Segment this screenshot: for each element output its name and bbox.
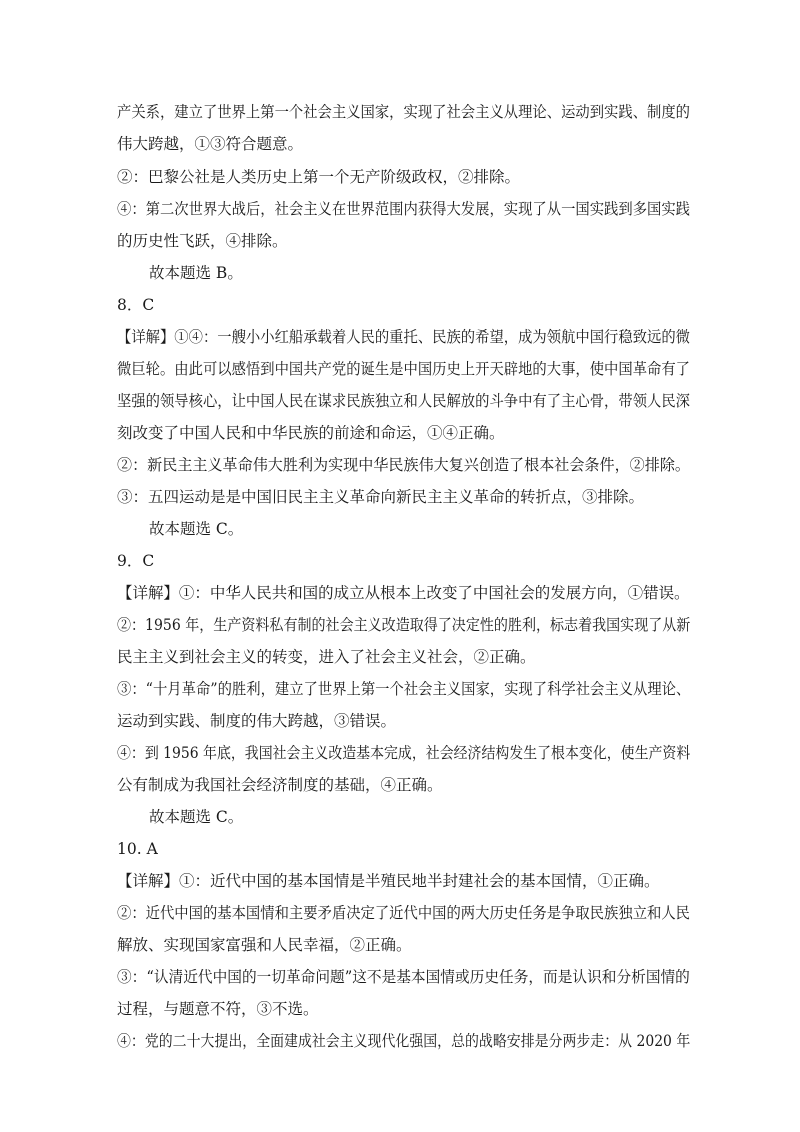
text-line: 伟大跨越，①③符合题意。	[117, 135, 304, 153]
text-line: 的历史性飞跃，④排除。	[117, 232, 288, 250]
text-line: 公有制成为我国社会经济制度的基础，④正确。	[117, 776, 443, 794]
text-line: ②：巴黎公社是人类历史上第一个无产阶级政权，②排除。	[117, 168, 521, 186]
text-line: 【详解】①④：一艘小小红船承载着人民的重托、民族的希望，成为领航中国行稳致远的微	[117, 328, 691, 346]
text-line: 产关系，建立了世界上第一个社会主义国家，实现了社会主义从理论、运动到实践、制度的	[117, 103, 691, 121]
text-line: 微巨轮。由此可以感悟到中国共产党的诞生是中国历史上开天辟地的大事，使中国革命有了	[117, 360, 691, 378]
text-line: ②：近代中国的基本国情和主要矛盾决定了近代中国的两大历史任务是争取民族独立和人民	[117, 904, 691, 922]
text-line: ③：“十月革命”的胜利，建立了世界上第一个社会主义国家，实现了科学社会主义从理论、	[117, 680, 691, 698]
question-number: 10. A	[117, 840, 158, 858]
text-line: 坚强的领导核心，让中国人民在谋求民族独立和人民解放的斗争中有了主心骨，带领人民深	[117, 392, 691, 410]
text-line: 运动到实践、制度的伟大跨越，③错误。	[117, 712, 397, 730]
text-line: ②：新民主主义革命伟大胜利为实现中华民族伟大复兴创造了根本社会条件，②排除。	[117, 456, 690, 474]
text-line: ④：到 1956 年底，我国社会主义改造基本完成，社会经济结构发生了根本变化，使生产资料	[117, 744, 691, 762]
text-line: 【详解】①：中华人民共和国的成立从根本上改变了中国社会的发展方向，①错误。	[117, 584, 690, 602]
text-line: ③：五四运动是是中国旧民主主义革命向新民主主义革命的转折点，③排除。	[117, 488, 645, 506]
text-line: ④：党的二十大提出，全面建成社会主义现代化强国，总的战略安排是分两步走：从 2020 年	[117, 1032, 691, 1050]
question-number: 9．C	[117, 552, 155, 570]
answer-conclusion: 故本题选 B。	[149, 264, 243, 282]
question-number: 8．C	[117, 296, 155, 314]
answer-conclusion: 故本题选 C。	[149, 520, 244, 538]
text-line: ②：1956 年，生产资料私有制的社会主义改造取得了决定性的胜利，标志着我国实现了从新	[117, 616, 691, 634]
text-line: 【详解】①：近代中国的基本国情是半殖民地半封建社会的基本国情，①正确。	[117, 872, 660, 890]
text-line: 刻改变了中国人民和中华民族的前途和命运，①④正确。	[117, 424, 505, 442]
text-line: 民主主义到社会主义的转变，进入了社会主义社会，②正确。	[117, 648, 536, 666]
answer-conclusion: 故本题选 C。	[149, 808, 244, 826]
text-line: ③：“认清近代中国的一切革命问题”这不是基本国情或历史任务，而是认识和分析国情的	[117, 968, 690, 986]
text-line: 过程，与题意不符，③不选。	[117, 1000, 319, 1018]
text-line: 解放、实现国家富强和人民幸福，②正确。	[117, 936, 412, 954]
text-line: ④：第二次世界大战后，社会主义在世界范围内获得大发展，实现了从一国实践到多国实践	[117, 200, 691, 218]
